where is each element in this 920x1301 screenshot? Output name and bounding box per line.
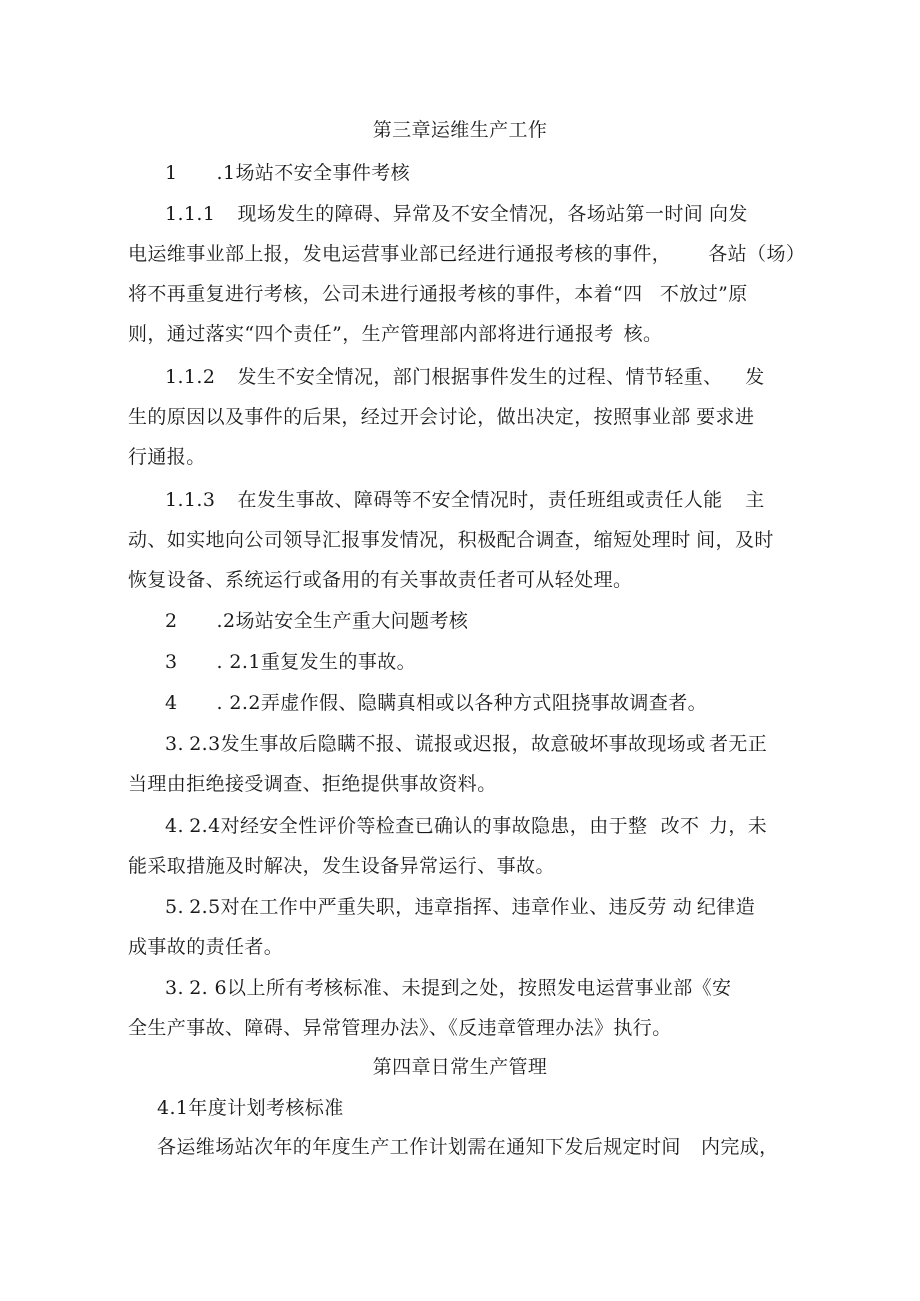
item-2-5-line-1: 5. 2.5对在工作中严重失职，违章指挥、违章作业、违反劳 动 纪律造 (165, 896, 756, 918)
section-1-2-heading: 2 .2场站安全生产重大问题考核 (165, 610, 469, 632)
para-1-1-3-line-3: 恢复设备、系统运行或备用的有关事故责任者可从轻处理。 (128, 569, 633, 591)
item-2-2: 4 . 2.2弄虚作假、隐瞒真相或以各种方式阻挠事故调查者。 (165, 692, 708, 714)
item-2-3-line-2: 当理由拒绝接受调查、拒绝提供事故资料。 (128, 773, 497, 795)
para-1-1-1-line-1: 1.1.1 现场发生的障碍、异常及不安全情况，各场站第一时间 向发 (165, 203, 748, 225)
item-2-5-line-2: 成事故的责任者。 (128, 936, 284, 958)
item-2-6-line-2: 全生产事故、障碍、异常管理办法》、《反违章管理办法》执行。 (128, 1017, 672, 1039)
para-1-1-3-line-2: 动、如实地向公司领导汇报事发情况，积极配合调查，缩短处理时 间，及时 (128, 529, 774, 551)
para-1-1-2-line-3: 行通报。 (128, 446, 206, 468)
para-1-1-1-line-4: 则，通过落实“四个责任”，生产管理部内部将进行通报考 核。 (128, 323, 663, 345)
item-2-6-line-1: 3. 2. 6以上所有考核标准、未提到之处，按照发电运营事业部《安 (165, 977, 732, 999)
chapter-3-title: 第三章运维生产工作 (372, 119, 548, 141)
section-1-1-heading: 1 .1场站不安全事件考核 (165, 162, 411, 184)
para-1-1-3-line-1: 1.1.3 在发生事故、障碍等不安全情况时，责任班组或责任人能 主 (165, 489, 765, 511)
para-4-1-line-1: 各运维场站次年的年度生产工作计划需在通知下发后规定时间 内完成， (157, 1136, 779, 1158)
para-1-1-1-line-3: 将不再重复进行考核，公司未进行通报考核的事件，本着“四 不放过”原 (128, 283, 748, 305)
item-2-4-line-1: 4. 2.4对经安全性评价等检查已确认的事故隐患，由于整 改不 力，未 (165, 815, 768, 837)
item-2-4-line-2: 能采取措施及时解决，发生设备异常运行、事故。 (128, 855, 555, 877)
para-1-1-2-line-1: 1.1.2 发生不安全情况，部门根据事件发生的过程、情节轻重、 发 (165, 366, 765, 388)
item-2-1: 3 . 2.1重复发生的事故。 (165, 651, 417, 673)
section-4-1-heading: 4.1年度计划考核标准 (157, 1097, 344, 1119)
para-1-1-2-line-2: 生的原因以及事件的后果，经过开会讨论，做出决定，按照事业部 要求进 (128, 406, 755, 428)
item-2-3-line-1: 3. 2.3发生事故后隐瞒不报、谎报或迟报，故意破坏事故现场或 者无正 (165, 733, 768, 755)
chapter-4-title: 第四章日常生产管理 (372, 1056, 548, 1078)
para-1-1-1-line-2: 电运维事业部上报，发电运营事业部已经进行通报考核的事件， 各站（场） (128, 243, 806, 265)
